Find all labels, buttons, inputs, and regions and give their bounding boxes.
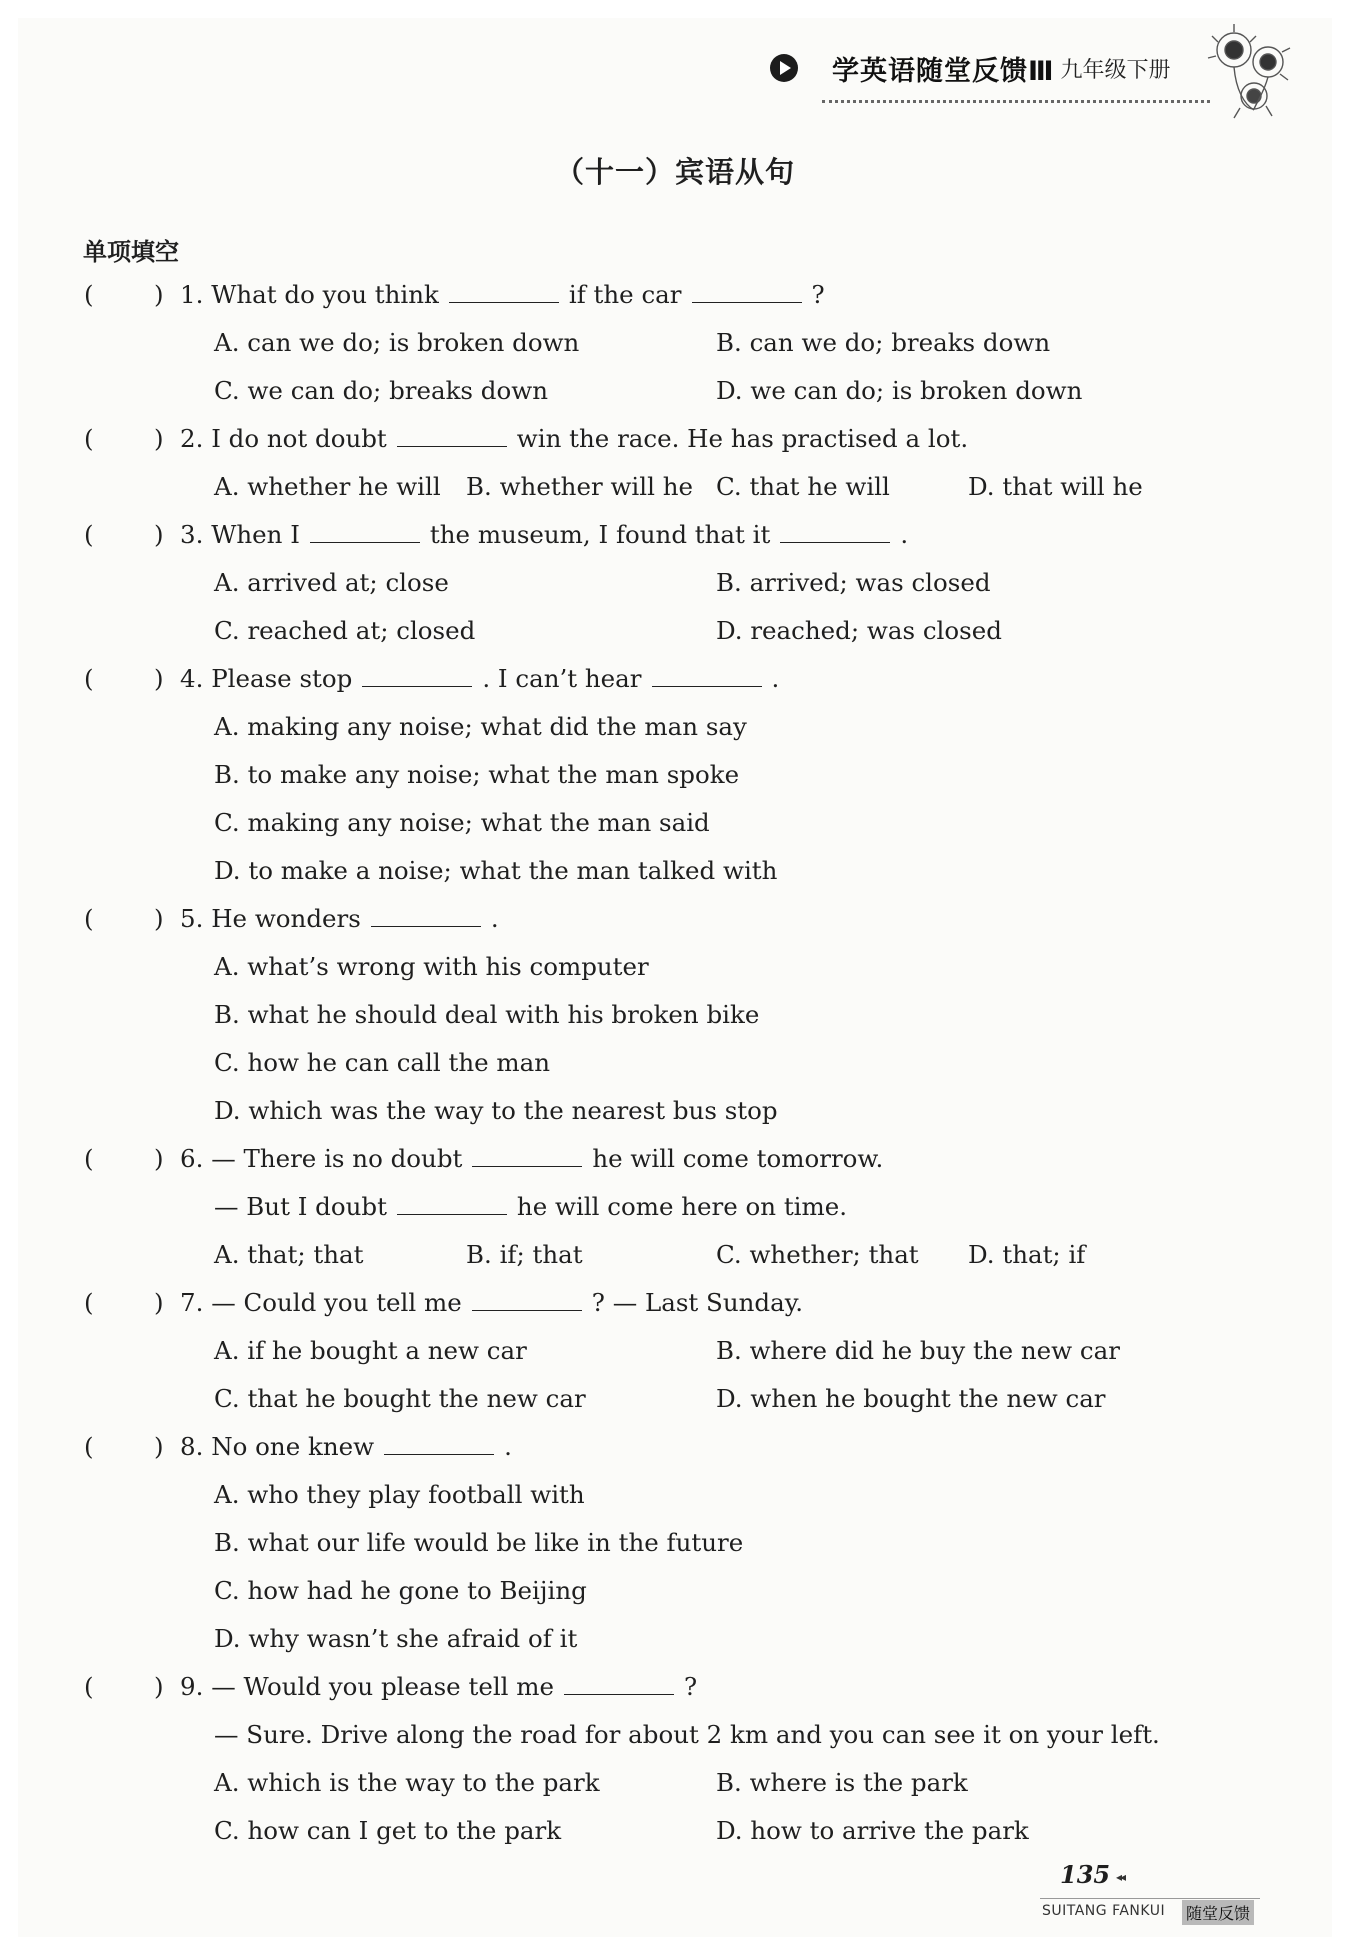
question-stem: 6. — There is no doubt he will come tomorrow. — [180, 1144, 884, 1173]
answer-blank[interactable] — [371, 908, 481, 927]
option: C. that he bought the new car — [214, 1384, 586, 1413]
question-stem: 3. When I the museum, I found that it . — [180, 520, 909, 549]
option: D. to make a noise; what the man talked with — [214, 856, 778, 885]
question-stem: 8. No one knew . — [180, 1432, 512, 1461]
answer-blank[interactable] — [449, 284, 559, 303]
option: A. if he bought a new car — [214, 1336, 527, 1365]
option: A. arrived at; close — [214, 568, 449, 597]
option: A. can we do; is broken down — [214, 328, 580, 357]
question-stem: 9. — Would you please tell me ? — [180, 1672, 698, 1701]
question-stem: 2. I do not doubt win the race. He has practised a lot. — [180, 424, 969, 453]
book-title: 学英语随堂反馈Ⅲ — [832, 55, 1055, 87]
answer-blank[interactable] — [472, 1148, 582, 1167]
section-heading: 单项填空 — [83, 238, 179, 266]
option: D. when he bought the new car — [716, 1384, 1106, 1413]
option: C. we can do; breaks down — [214, 376, 548, 405]
option: B. where is the park — [716, 1768, 968, 1797]
answer-blank[interactable] — [397, 428, 507, 447]
page-header — [770, 48, 1171, 88]
question-stem-line2: — But I doubt he will come here on time. — [214, 1192, 848, 1221]
book-grade: 九年级下册 — [1060, 57, 1171, 83]
option: A. whether he will — [214, 472, 441, 501]
option: B. to make any noise; what the man spoke — [214, 760, 740, 789]
option: C. whether; that — [716, 1240, 919, 1269]
question-stem: 1. What do you think if the car ? — [180, 280, 825, 309]
footer-brand-cn: 随堂反馈 — [1182, 1900, 1254, 1925]
option: C. that he will — [716, 472, 890, 501]
answer-blank[interactable] — [652, 668, 762, 687]
rewind-arrows-icon: ◂◂ — [1116, 1870, 1125, 1884]
question-stem: 4. Please stop . I can’t hear . — [180, 664, 780, 693]
option: B. whether will he — [466, 472, 693, 501]
answer-blank[interactable] — [564, 1676, 674, 1695]
option: D. we can do; is broken down — [716, 376, 1083, 405]
option: C. how he can call the man — [214, 1048, 551, 1077]
option: A. making any noise; what did the man say — [214, 712, 747, 741]
option: A. what’s wrong with his computer — [214, 952, 649, 981]
question-stem-line2: — Sure. Drive along the road for about 2 km and you can see it on your left. — [214, 1720, 1160, 1749]
page-title: （十一）宾语从句 — [554, 155, 795, 189]
option: D. reached; was closed — [716, 616, 1002, 645]
option: D. which was the way to the nearest bus stop — [214, 1096, 778, 1125]
answer-blank[interactable] — [472, 1292, 582, 1311]
answer-blank[interactable] — [384, 1436, 494, 1455]
option: D. that; if — [968, 1240, 1086, 1269]
answer-blank[interactable] — [310, 524, 420, 543]
option: C. how can I get to the park — [214, 1816, 562, 1845]
option: A. that; that — [214, 1240, 364, 1269]
option: B. what he should deal with his broken bike — [214, 1000, 760, 1029]
answer-blank[interactable] — [780, 524, 890, 543]
option: B. can we do; breaks down — [716, 328, 1051, 357]
option: B. where did he buy the new car — [716, 1336, 1120, 1365]
question-stem: 7. — Could you tell me ? — Last Sunday. — [180, 1288, 804, 1317]
header-dotted-rule — [822, 100, 1210, 103]
option: C. making any noise; what the man said — [214, 808, 710, 837]
footer-brand-en: SUITANG FANKUI — [1042, 1903, 1166, 1919]
sunflower-icon — [1196, 20, 1306, 130]
option: D. how to arrive the park — [716, 1816, 1029, 1845]
option: B. what our life would be like in the future — [214, 1528, 744, 1557]
question-stem: 5. He wonders . — [180, 904, 499, 933]
option: D. that will he — [968, 472, 1143, 501]
answer-blank[interactable] — [397, 1196, 507, 1215]
answer-blank[interactable] — [692, 284, 802, 303]
play-icon — [770, 54, 798, 82]
answer-blank[interactable] — [362, 668, 472, 687]
option: B. if; that — [466, 1240, 583, 1269]
option: C. reached at; closed — [214, 616, 476, 645]
option: C. how had he gone to Beijing — [214, 1576, 587, 1605]
option: B. arrived; was closed — [716, 568, 991, 597]
option: A. who they play football with — [214, 1480, 585, 1509]
page-number: 135 — [1060, 1860, 1111, 1889]
footer-rule — [1040, 1898, 1260, 1899]
option: A. which is the way to the park — [214, 1768, 600, 1797]
option: D. why wasn’t she afraid of it — [214, 1624, 578, 1653]
